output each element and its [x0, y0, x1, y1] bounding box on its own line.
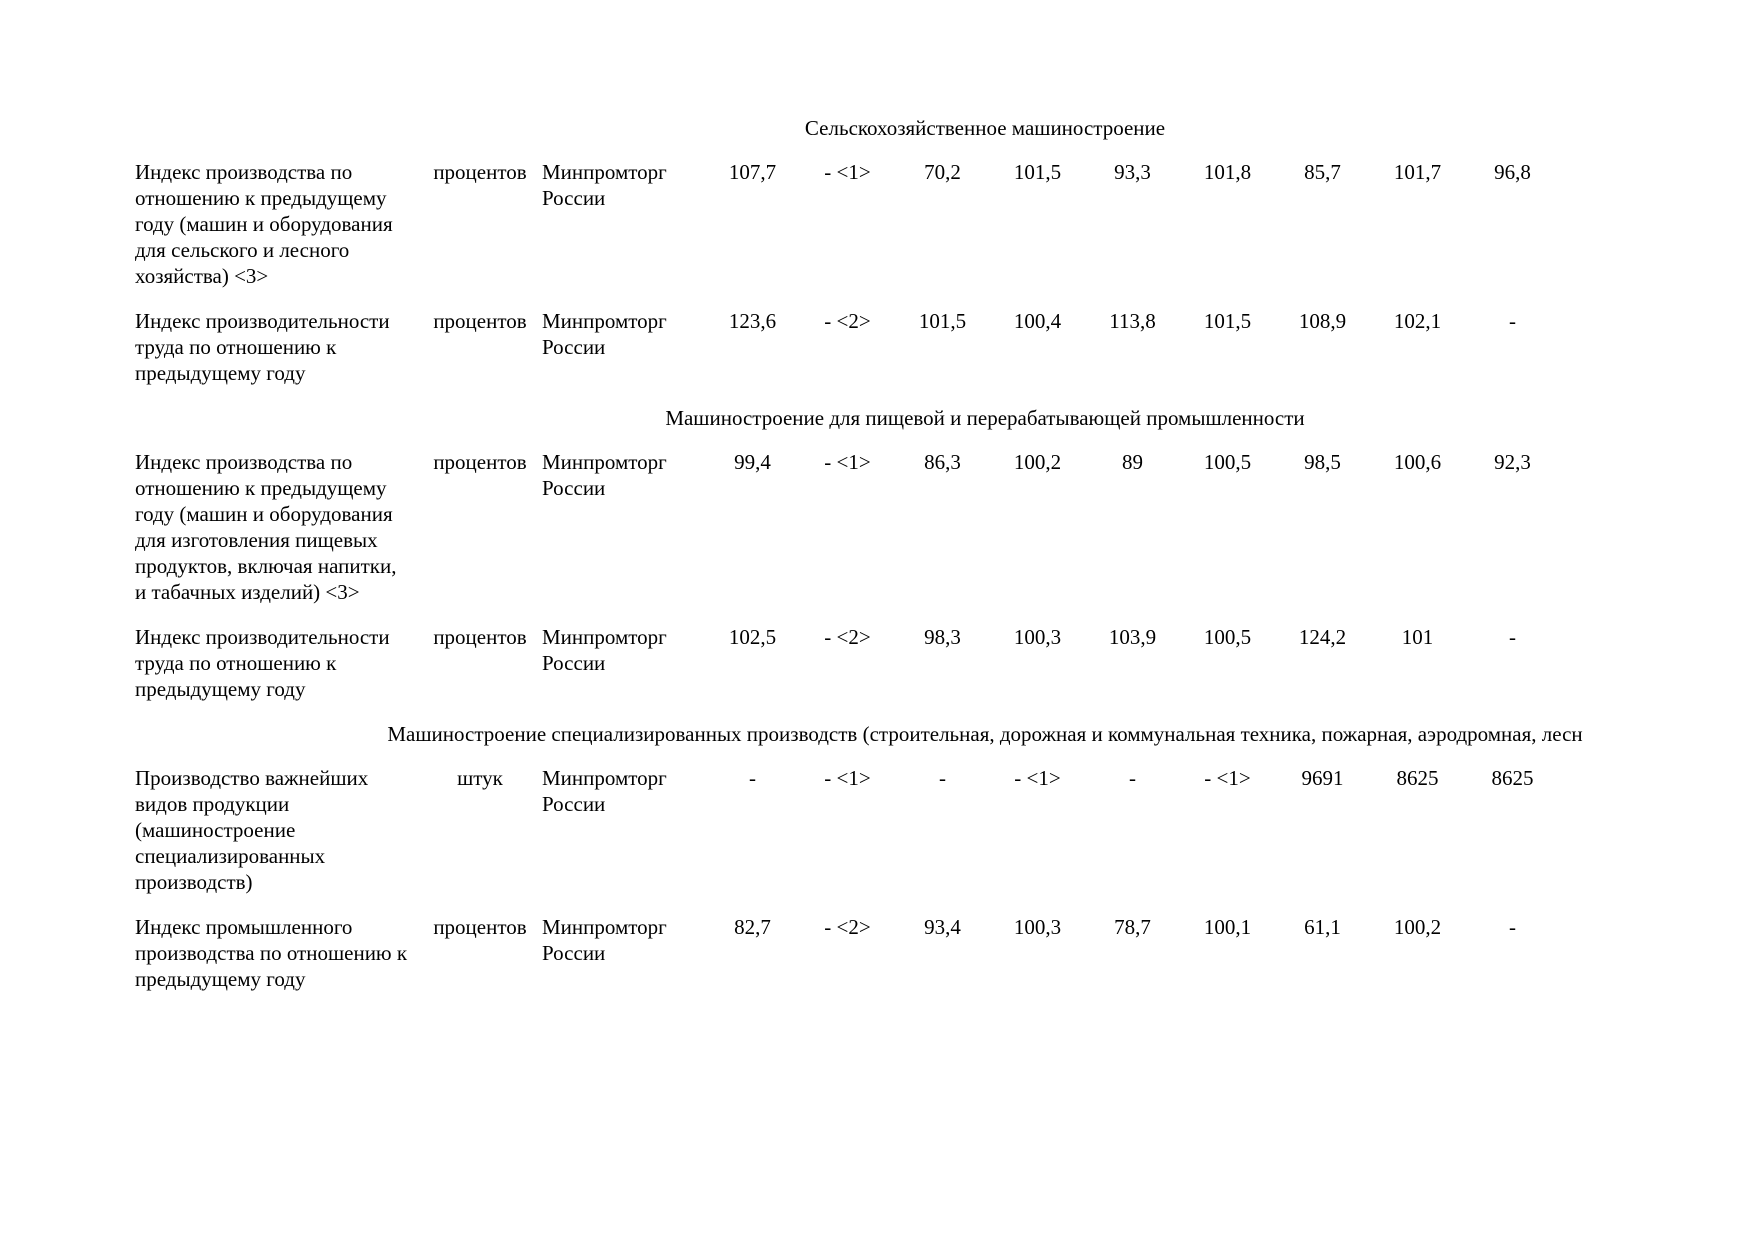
- agency-cell: Минпромторг России: [542, 450, 667, 500]
- value-cell: 8625: [1491, 766, 1534, 790]
- value-cell: 124,2: [1298, 625, 1347, 649]
- value-cell: 70,2: [924, 160, 961, 184]
- value-cell: 101: [1401, 625, 1434, 649]
- agency-cell: Минпромторг России: [542, 160, 667, 210]
- value-cell: - <2>: [824, 309, 871, 333]
- agency-cell: Минпромторг России: [542, 625, 667, 675]
- value-cell: 78,7: [1114, 915, 1151, 939]
- value-cell: 93,4: [924, 915, 961, 939]
- agency-cell: Минпромторг России: [542, 309, 667, 359]
- value-cell: - <1>: [824, 766, 871, 790]
- value-cell: 9691: [1301, 766, 1344, 790]
- value-cell: 100,5: [1203, 625, 1252, 649]
- value-cell: - <2>: [824, 915, 871, 939]
- value-cell: 102,1: [1393, 309, 1442, 333]
- agency-cell: Минпромторг России: [542, 766, 667, 816]
- value-cell: 100,3: [1013, 915, 1062, 939]
- value-cell: 8625: [1396, 766, 1439, 790]
- indicator-cell: Индекс производства по отношению к предыдущему году (машин и оборудования для сельского и лесного хозяйства) <3>: [135, 160, 393, 288]
- value-cell: 102,5: [728, 625, 777, 649]
- value-cell: 100,2: [1013, 450, 1062, 474]
- agency-cell: Минпромторг России: [542, 915, 667, 965]
- value-cell: 101,7: [1393, 160, 1442, 184]
- value-cell: -: [1129, 766, 1136, 790]
- table-row: [135, 308, 1754, 386]
- value-cell: - <1>: [824, 160, 871, 184]
- value-cell: 82,7: [734, 915, 771, 939]
- value-cell: 100,2: [1393, 915, 1442, 939]
- table-row: [135, 449, 1754, 605]
- section-title: Сельскохозяйственное машиностроение: [804, 116, 1166, 140]
- value-cell: - <1>: [1014, 766, 1061, 790]
- value-cell: 92,3: [1494, 450, 1531, 474]
- value-cell: 96,8: [1494, 160, 1531, 184]
- unit-cell: процентов: [433, 915, 527, 939]
- value-cell: 89: [1122, 450, 1143, 474]
- indicator-cell: Индекс производства по отношению к предыдущему году (машин и оборудования для изготовления пищевых продуктов, включая напитки, и табачных изделий) <3>: [135, 450, 397, 604]
- table-row: [135, 914, 1754, 992]
- value-cell: 86,3: [924, 450, 961, 474]
- value-cell: 100,1: [1203, 915, 1252, 939]
- value-cell: - <2>: [824, 625, 871, 649]
- section-title: Машиностроение специализированных производств (строительная, дорожная и коммунальная техника, пожарная, аэродромная, лесн: [387, 722, 1583, 746]
- unit-cell: процентов: [433, 450, 527, 474]
- table-row: [135, 765, 1754, 895]
- value-cell: -: [1509, 625, 1516, 649]
- value-cell: 93,3: [1114, 160, 1151, 184]
- unit-cell: штук: [457, 766, 503, 790]
- value-cell: 100,6: [1393, 450, 1442, 474]
- value-cell: 107,7: [728, 160, 777, 184]
- indicator-cell: Индекс промышленного производства по отношению к предыдущему году: [135, 915, 408, 991]
- value-cell: - <1>: [824, 450, 871, 474]
- value-cell: 108,9: [1298, 309, 1347, 333]
- value-cell: 85,7: [1304, 160, 1341, 184]
- value-cell: -: [749, 766, 756, 790]
- value-cell: 101,5: [918, 309, 967, 333]
- value-cell: 101,5: [1203, 309, 1252, 333]
- value-cell: 123,6: [728, 309, 777, 333]
- value-cell: 99,4: [734, 450, 771, 474]
- value-cell: 101,8: [1203, 160, 1252, 184]
- value-cell: 103,9: [1108, 625, 1157, 649]
- indicator-cell: Индекс производительности труда по отношению к предыдущему году: [135, 309, 390, 385]
- value-cell: 100,4: [1013, 309, 1062, 333]
- unit-cell: процентов: [433, 309, 527, 333]
- value-cell: 100,5: [1203, 450, 1252, 474]
- value-cell: 61,1: [1304, 915, 1341, 939]
- table-row: [135, 624, 1754, 702]
- value-cell: -: [1509, 309, 1516, 333]
- table-content: [135, 0, 1754, 1011]
- value-cell: 101,5: [1013, 160, 1062, 184]
- indicator-cell: Производство важнейших видов продукции (машиностроение специализированных производств): [135, 766, 369, 894]
- value-cell: -: [1509, 915, 1516, 939]
- table-row: [135, 159, 1754, 289]
- value-cell: 98,5: [1304, 450, 1341, 474]
- value-cell: 113,8: [1109, 309, 1156, 333]
- unit-cell: процентов: [433, 625, 527, 649]
- unit-cell: процентов: [433, 160, 527, 184]
- value-cell: - <1>: [1204, 766, 1251, 790]
- section-title: Машиностроение для пищевой и перерабатывающей промышленности: [665, 406, 1305, 430]
- indicator-cell: Индекс производительности труда по отношению к предыдущему году: [135, 625, 390, 701]
- value-cell: 98,3: [924, 625, 961, 649]
- value-cell: -: [939, 766, 946, 790]
- value-cell: 100,3: [1013, 625, 1062, 649]
